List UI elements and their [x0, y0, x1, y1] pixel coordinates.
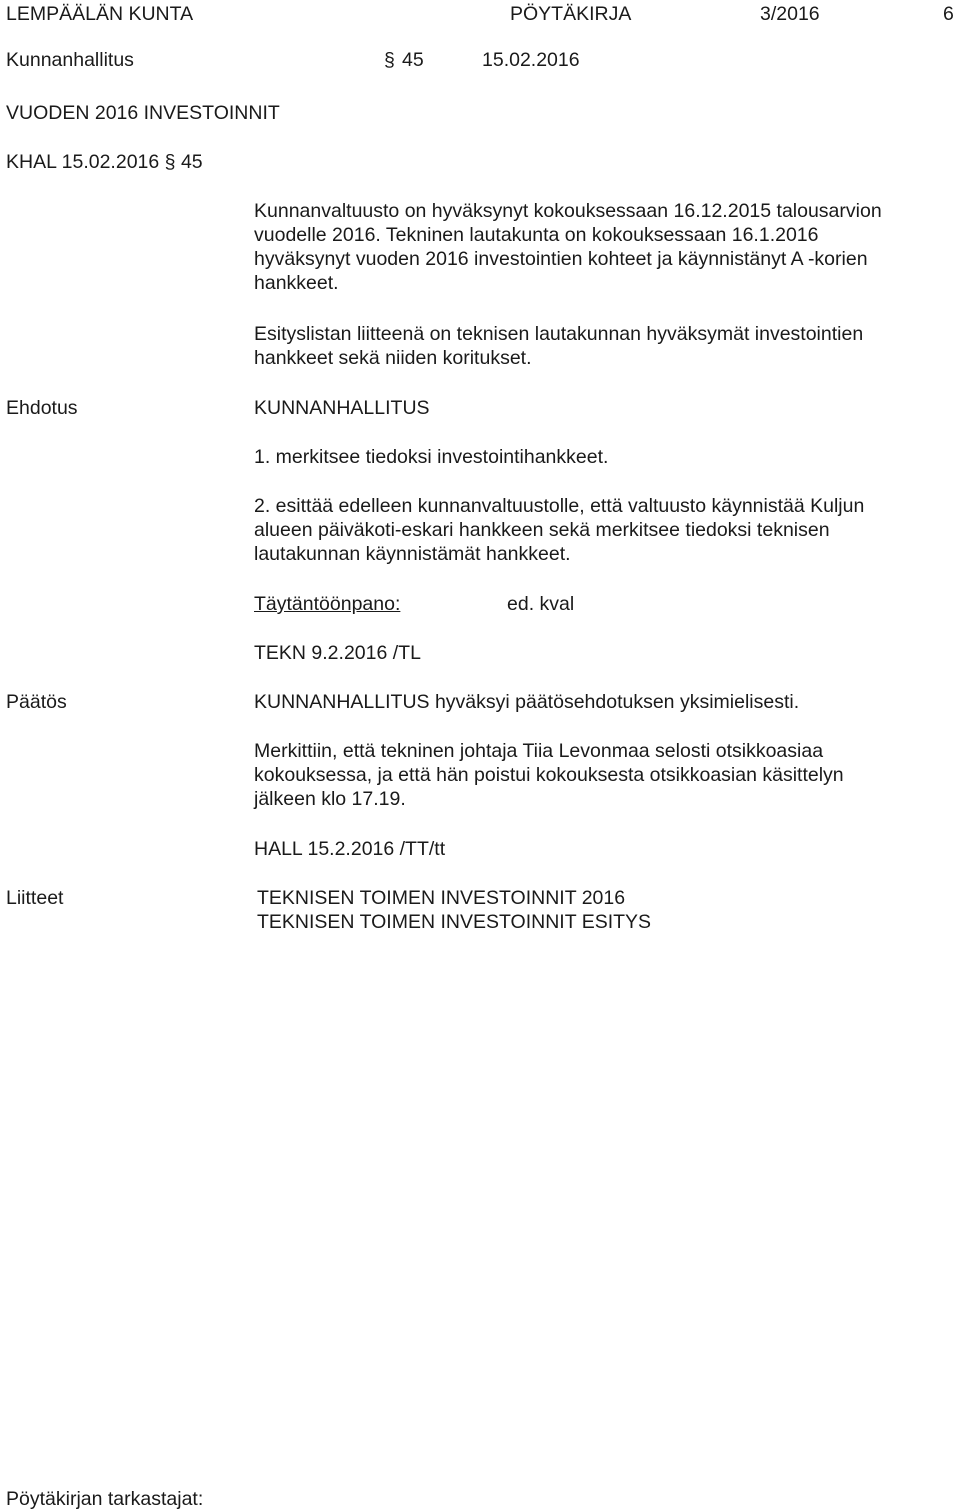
item-reference-number: 45 [180, 151, 203, 173]
text-line: kokouksessa, ja että hän poistui kokouksesta otsikkoasian käsittelyn [254, 764, 844, 786]
execution-label: Täytäntöönpano: [254, 593, 401, 615]
municipality-name: LEMPÄÄLÄN KUNTA [6, 3, 194, 25]
proposal-heading: KUNNANHALLITUS [254, 397, 430, 419]
item-reference-symbol: § [164, 151, 176, 173]
section-number: 45 [402, 49, 424, 71]
text-line: hankkeet. [254, 272, 339, 294]
text-line: Kunnanvaltuusto on hyväksynyt kokouksessaan 16.12.2015 talousarvion [254, 200, 882, 222]
section-symbol: § [384, 49, 395, 71]
decision-text: KUNNANHALLITUS hyväksyi päätösehdotuksen yksimielisesti. [254, 691, 800, 713]
text-line: hyväksynyt vuoden 2016 investointien kohteet ja käynnistänyt A -korien [254, 248, 868, 270]
text-line: vuodelle 2016. Tekninen lautakunta on kokouksessaan 16.1.2016 [254, 224, 819, 246]
text-line: 2. esittää edelleen kunnanvaltuustolle, että valtuusto käynnistää Kuljun [254, 495, 865, 517]
text-line: hankkeet sekä niiden koritukset. [254, 347, 532, 369]
text-line: alueen päiväkoti-eskari hankkeen sekä merkitsee tiedoksi teknisen [254, 519, 830, 541]
hall-reference: HALL 15.2.2016 /TT/tt [254, 838, 446, 860]
text-line: lautakunnan käynnistämät hankkeet. [254, 543, 571, 565]
meeting-body: Kunnanhallitus [6, 49, 134, 71]
proposal-item-1: 1. merkitsee tiedoksi investointihankkeet. [254, 446, 609, 468]
decision-label: Päätös [6, 691, 67, 713]
document-number: 3/2016 [760, 3, 820, 25]
attachments-label: Liitteet [6, 887, 64, 909]
attachment-item: TEKNISEN TOIMEN INVESTOINNIT ESITYS [257, 911, 652, 933]
item-reference [6, 150, 203, 174]
text-line: jälkeen klo 17.19. [254, 788, 406, 810]
proposal-label: Ehdotus [6, 397, 78, 419]
meeting-date: 15.02.2016 [482, 49, 580, 71]
page-number: 6 [943, 3, 954, 25]
background-paragraph-1 [254, 199, 944, 295]
text-line: Merkittiin, että tekninen johtaja Tiia Levonmaa selosti otsikkoasiaa [254, 740, 824, 762]
reviewers-label: Pöytäkirjan tarkastajat: [6, 1488, 204, 1510]
item-reference-prefix: KHAL 15.02.2016 [6, 151, 160, 173]
background-paragraph-2 [254, 322, 944, 370]
attachment-item: TEKNISEN TOIMEN INVESTOINNIT 2016 [257, 887, 626, 909]
decision-note [254, 739, 944, 811]
item-title: VUODEN 2016 INVESTOINNIT [6, 102, 280, 124]
proposal-item-2 [254, 494, 944, 566]
tekn-reference: TEKN 9.2.2016 /TL [254, 642, 421, 664]
text-line: Esityslistan liitteenä on teknisen lautakunnan hyväksymät investointien [254, 323, 864, 345]
document-type: PÖYTÄKIRJA [510, 3, 632, 25]
execution-value: ed. kval [507, 593, 575, 615]
